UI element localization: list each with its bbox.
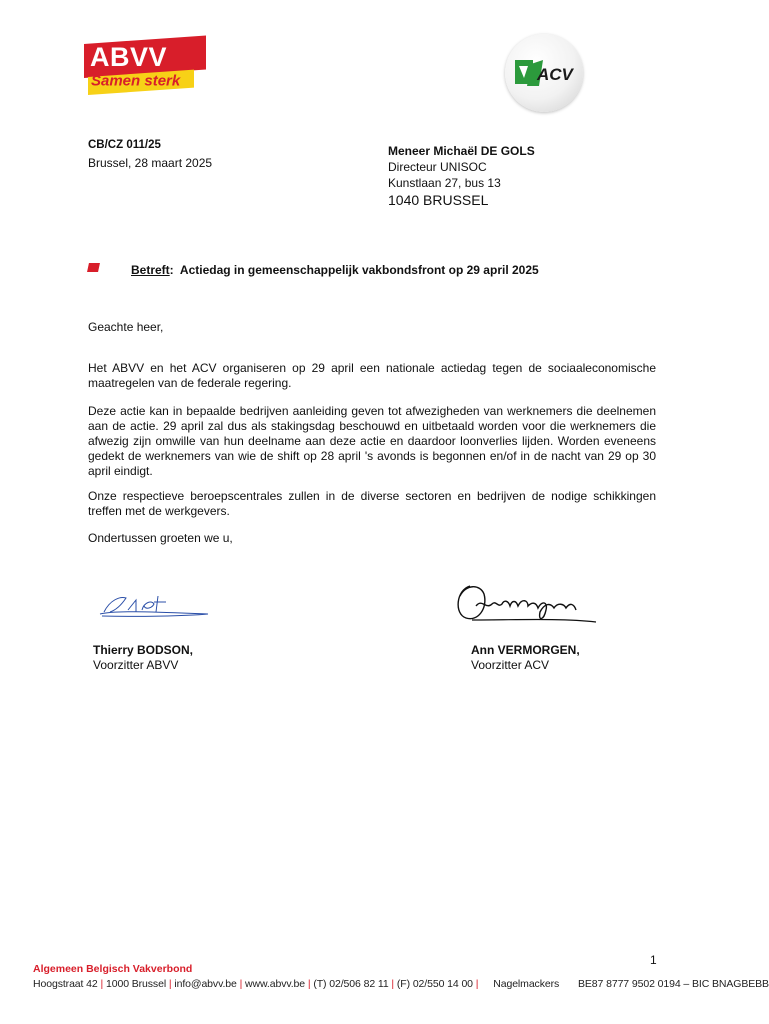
salutation: Geachte heer, (88, 320, 164, 334)
signature-bodson (96, 590, 216, 620)
footer-website[interactable]: www.abvv.be (245, 978, 306, 990)
footer-separator: | (100, 978, 104, 990)
abvv-logo-name: ABVV (90, 41, 168, 72)
footer-postal: 1000 Brussel (105, 978, 167, 990)
closing: Ondertussen groeten we u, (88, 531, 233, 545)
footer-separator: | (391, 978, 395, 990)
footer-phone: (T) 02/506 82 11 (313, 978, 389, 990)
footer-iban-bic: BE87 8777 9502 0194 – BIC BNAGBEBB (577, 978, 769, 990)
signatory-bodson (93, 643, 193, 673)
signatory-name: Thierry BODSON, (93, 643, 194, 657)
footer-separator: | (475, 978, 479, 990)
signatory-vermorgen (471, 643, 580, 673)
recipient-title: Directeur UNISOC (388, 160, 487, 174)
subject-text: Actiedag in gemeenschappelijk vakbondsfront op 29 april 2025 (179, 263, 539, 277)
footer-fax: (F) 02/550 14 00 (396, 978, 473, 990)
footer-bank: Nagelmackers (493, 978, 560, 990)
abvv-logo (84, 41, 206, 100)
signature-vermorgen (452, 576, 602, 628)
footer-address: Hoogstraat 42 (33, 978, 98, 990)
signatory-role: Voorzitter ACV (471, 658, 550, 672)
reference-code: CB/CZ 011/25 (88, 139, 161, 151)
page-number: 1 (650, 953, 657, 967)
acv-logo (505, 34, 583, 112)
acv-logo-name: ACV (537, 65, 573, 84)
signatory-role: Voorzitter ABVV (93, 658, 179, 672)
abvv-logo-slogan-bar (88, 70, 194, 95)
body-paragraph: Onze respectieve beroepscentrales zullen in de diverse sectoren en bedrijven de nodige schikkingen treffen met de werkgevers. (88, 489, 656, 518)
footer-organization: Algemeen Belgisch Vakverbond (33, 963, 193, 975)
footer-separator: | (239, 978, 243, 990)
footer-separator: | (168, 978, 172, 990)
place-date: Brussel, 28 maart 2025 (88, 156, 213, 170)
signatory-name: Ann VERMORGEN, (471, 643, 580, 657)
recipient-city: 1040 BRUSSEL (388, 192, 489, 208)
footer-contact-line (33, 978, 769, 990)
body-paragraph: Deze actie kan in bepaalde bedrijven aanleiding geven tot afwezigheden van werknemers die deelnemen aan de actie. 29 april zal dus als stakingsdag beschouwd en uitbetaald worden voor die werknemers die afwezig zijn omwille van hun deelname aan deze actie en daardoor loonverlies lijden. Worden eveneens gedekt de werknemers van wie de shift op 28 april 's avonds is begonnen en/of in de nacht van 29 op 30 april eindigt. (88, 404, 656, 478)
subject-line (131, 263, 539, 277)
footer-email[interactable]: info@abvv.be (174, 978, 237, 990)
subject-separator: : (169, 263, 174, 277)
footer-separator: | (307, 978, 311, 990)
subject-bullet (87, 263, 100, 272)
subject-label: Betreft (131, 263, 170, 277)
abvv-logo-slogan: Samen sterk (91, 72, 181, 90)
recipient-name: Meneer Michaël DE GOLS (388, 144, 535, 158)
acv-logo-icon (513, 56, 575, 90)
body-paragraph: Het ABVV en het ACV organiseren op 29 april een nationale actiedag tegen de sociaaleconomische maatregelen van de federale regering. (88, 361, 656, 390)
recipient-address (388, 143, 535, 209)
recipient-street: Kunstlaan 27, bus 13 (388, 176, 501, 190)
